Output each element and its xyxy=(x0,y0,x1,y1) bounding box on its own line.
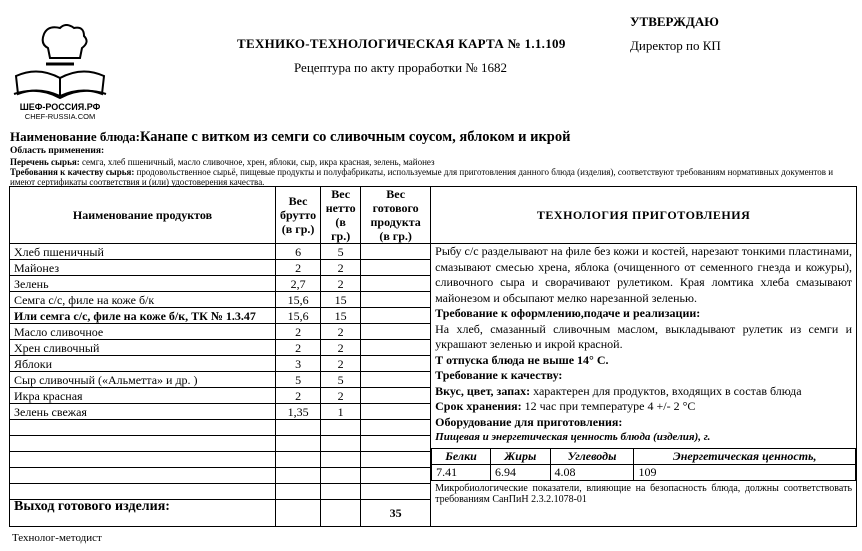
row-gross: 6 xyxy=(276,244,321,260)
row-net: 2 xyxy=(321,356,361,372)
row-gross: 15,6 xyxy=(276,308,321,324)
dish-value: Канапе с витком из семги со сливочным соусом, яблоком и икрой xyxy=(139,129,571,145)
energy-value-row xyxy=(432,464,856,480)
tech-equip: Оборудование для приготовления: xyxy=(435,414,623,429)
table-header xyxy=(10,187,857,244)
storage-text: 12 час при температуре 4 +/- 2 °С xyxy=(521,399,696,413)
row-name: Яблоки xyxy=(10,356,276,372)
row-name: Масло сливочное xyxy=(10,324,276,340)
row-name xyxy=(10,420,276,436)
row-net: 15 xyxy=(321,308,361,324)
energy-table xyxy=(431,448,856,481)
row-ready xyxy=(361,388,431,404)
row-net xyxy=(321,468,361,484)
row-gross: 1,35 xyxy=(276,404,321,420)
header-tech: ТЕХНОЛОГИЯ ПРИГОТОВЛЕНИЯ xyxy=(431,187,857,244)
row-gross xyxy=(276,420,321,436)
quality-text: продовольственное сырьё, пищевые продукты и полуфабрикаты, используемые для приготовления данного блюда (изделия), соответствуют требованиям нормативных документов и имеют сертификаты соответствия и (или) удостоверения качества. xyxy=(10,167,834,187)
row-gross: 2 xyxy=(276,324,321,340)
yield-net xyxy=(321,500,361,527)
row-name xyxy=(10,452,276,468)
quality-label: Требования к качеству сырья: xyxy=(10,167,135,177)
raw-text: семга, хлеб пшеничный, масло сливочное, хрен, яблоки, сыр, икра красная, зелень, майонез xyxy=(79,157,435,167)
row-ready xyxy=(361,404,431,420)
header-ready: Вес готового продукта (в гр.) xyxy=(361,187,431,244)
recipe-table xyxy=(9,186,857,527)
row-gross xyxy=(276,452,321,468)
energy-v-protein: 7.41 xyxy=(432,464,491,480)
row-ready xyxy=(361,452,431,468)
row-net: 5 xyxy=(321,244,361,260)
row-gross xyxy=(276,436,321,452)
dish-name xyxy=(10,129,570,146)
row-gross: 2 xyxy=(276,388,321,404)
tech-p1: Рыбу с/с разделывают на филе без кожи и костей, нарезают тонкими пластинами, смазывают смесью хрена, яблока (очищенного от семенного гнезда и кожуры), сливочного сыра и сворачивают рулетиком. Края ломтика хлеба смазывают майонезом и обсыпают мелко нарезанной зеленью. xyxy=(435,244,852,305)
row-name: Зелень свежая xyxy=(10,404,276,420)
yield-gross xyxy=(276,500,321,527)
row-net xyxy=(321,420,361,436)
tech-p2: На хлеб, смазанный сливочным маслом, выкладывают рулетик из семги и украшают зеленью и икрой красной. xyxy=(435,321,852,351)
row-name: Сыр сливочный («Альметта» и др. ) xyxy=(10,372,276,388)
row-name: Икра красная xyxy=(10,388,276,404)
header-gross: Вес брутто (в гр.) xyxy=(276,187,321,244)
row-ready xyxy=(361,468,431,484)
row-name: Майонез xyxy=(10,260,276,276)
tech-taste xyxy=(431,384,856,400)
card-subtitle: Рецептура по акту проработки № 1682 xyxy=(294,60,507,75)
taste-text: характерен для продуктов, входящих в состав блюда xyxy=(530,383,802,398)
energy-h-fat: Жиры xyxy=(491,448,551,464)
energy-v-fat: 6.94 xyxy=(491,464,551,480)
row-name: Хрен сливочный xyxy=(10,340,276,356)
row-net xyxy=(321,436,361,452)
row-ready xyxy=(361,372,431,388)
row-ready xyxy=(361,292,431,308)
footer-technologist: Технолог-методист xyxy=(12,532,102,544)
tech-storage xyxy=(431,399,856,415)
row-net: 1 xyxy=(321,404,361,420)
row-ready xyxy=(361,436,431,452)
row-gross: 15,6 xyxy=(276,292,321,308)
row-net: 2 xyxy=(321,260,361,276)
row-gross xyxy=(276,484,321,500)
row-gross: 2 xyxy=(276,340,321,356)
row-name xyxy=(10,436,276,452)
row-net xyxy=(321,452,361,468)
energy-h-protein: Белки xyxy=(432,448,491,464)
row-gross: 5 xyxy=(276,372,321,388)
row-name: Или семга с/с, филе на коже б/к, ТК № 1.3.47 xyxy=(10,308,276,324)
row-net: 2 xyxy=(321,276,361,292)
logo-text-1: ШЕФ-РОССИЯ.РФ xyxy=(19,102,101,112)
row-net: 5 xyxy=(321,372,361,388)
tech-temp: Т отпуска блюда не выше 14° С. xyxy=(435,352,609,367)
logo-text-2: CHEF-RUSSIA.COM xyxy=(24,112,96,120)
quality-requirements xyxy=(10,167,855,187)
row-ready xyxy=(361,276,431,292)
tech-h3: Требование к качеству: xyxy=(435,368,563,382)
raw-list xyxy=(10,157,855,167)
energy-v-kcal: 109 xyxy=(634,464,856,480)
row-name: Семга с/с, филе на коже б/к xyxy=(10,292,276,308)
row-net xyxy=(321,484,361,500)
director-label: Директор по КП xyxy=(630,38,721,53)
energy-h-carbs: Углеводы xyxy=(550,448,634,464)
approve-label: УТВЕРЖДАЮ xyxy=(630,14,719,29)
table-row xyxy=(10,244,857,260)
yield-label: Выход готового изделия: xyxy=(10,500,276,527)
row-name xyxy=(10,484,276,500)
chef-russia-logo xyxy=(10,24,110,120)
tech-h2: Требование к оформлению,подаче и реализации: xyxy=(435,306,701,320)
area-label: Область применения: xyxy=(10,146,105,156)
raw-label: Перечень сырья: xyxy=(10,157,80,167)
card-title: ТЕХНИКО-ТЕХНОЛОГИЧЕСКАЯ КАРТА № 1.1.109 xyxy=(237,36,566,51)
energy-v-carbs: 4.08 xyxy=(550,464,634,480)
row-net: 15 xyxy=(321,292,361,308)
row-net: 2 xyxy=(321,388,361,404)
tech-cell xyxy=(431,244,857,527)
row-ready xyxy=(361,260,431,276)
energy-title: Пищевая и энергетическая ценность блюда (изделия), г. xyxy=(435,431,711,443)
row-gross: 2,7 xyxy=(276,276,321,292)
row-name: Зелень xyxy=(10,276,276,292)
header-net: Вес нетто (в гр.) xyxy=(321,187,361,244)
energy-header-row xyxy=(432,448,856,464)
row-ready xyxy=(361,356,431,372)
row-ready xyxy=(361,420,431,436)
dish-label: Наименование блюда: xyxy=(10,129,140,144)
yield-value: 35 xyxy=(361,500,431,527)
row-ready xyxy=(361,308,431,324)
row-gross: 2 xyxy=(276,260,321,276)
row-name xyxy=(10,468,276,484)
tech-micro: Микробиологические показатели, влияющие на безопасность блюда, должны соответствовать требованиям СанПиН 2.3.2.1078-01 xyxy=(435,482,852,505)
header-product: Наименование продуктов xyxy=(10,187,276,244)
row-gross xyxy=(276,468,321,484)
row-ready xyxy=(361,340,431,356)
row-ready xyxy=(361,244,431,260)
row-net: 2 xyxy=(321,324,361,340)
row-net: 2 xyxy=(321,340,361,356)
energy-h-kcal: Энергетическая ценность, xyxy=(634,448,856,464)
storage-label: Срок хранения: xyxy=(435,399,522,413)
taste-label: Вкус, цвет, запах: xyxy=(435,383,531,398)
row-ready xyxy=(361,484,431,500)
row-gross: 3 xyxy=(276,356,321,372)
row-name: Хлеб пшеничный xyxy=(10,244,276,260)
row-ready xyxy=(361,324,431,340)
